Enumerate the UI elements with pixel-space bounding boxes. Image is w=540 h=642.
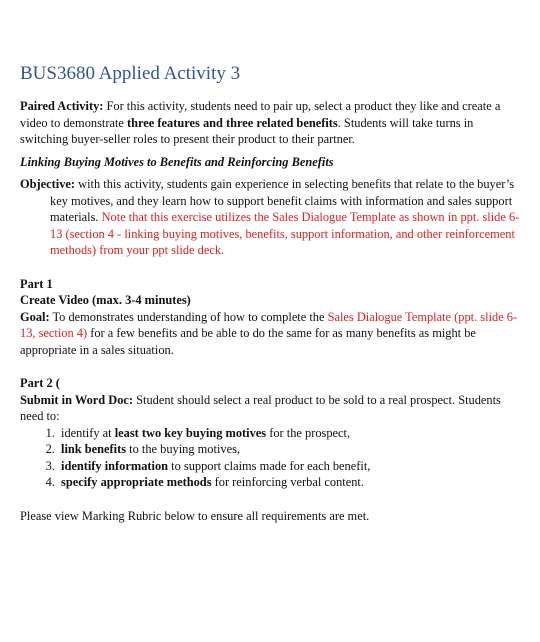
- goal-paragraph: [20, 309, 522, 359]
- goal-text-2: for a few benefits and be able to do the same for as many benefits as might be appropriate in a sales situation.: [20, 326, 476, 357]
- list-item: [58, 458, 522, 475]
- goal-template-reference: Sales Dialogue Template (ppt. slide 6-13, section 4): [20, 309, 518, 340]
- list-item-text: identify at: [61, 425, 115, 440]
- paired-activity-label: Paired Activity:: [20, 99, 104, 113]
- list-item: [58, 441, 522, 458]
- list-item-text: to support claims made for each benefit,: [168, 458, 371, 473]
- objective-label: Objective:: [20, 177, 76, 191]
- document-title: BUS3680 Applied Activity 3: [20, 63, 241, 84]
- paired-activity-bold: three features and three related benefits: [127, 115, 338, 130]
- document-page: [20, 62, 522, 524]
- part1-heading: Part 1: [20, 276, 53, 291]
- list-item-text: for the prospect,: [266, 425, 351, 440]
- part2-paragraph: [20, 392, 522, 425]
- list-item: [58, 425, 522, 442]
- requirements-list: [20, 425, 522, 491]
- list-item-bold: least two key buying motives: [114, 425, 267, 440]
- goal-label: Goal:: [20, 309, 50, 324]
- list-item-bold: identify information: [61, 458, 169, 473]
- part2-heading: Part 2 (: [20, 376, 60, 390]
- paired-activity-paragraph: [20, 98, 522, 148]
- section-subheading: Linking Buying Motives to Benefits and Reinforcing Benefits: [20, 154, 334, 169]
- objective-paragraph: [20, 176, 522, 259]
- objective-text: with this activity, students gain experience in selecting benefits that relate to the buyer’s key motives, and they learn how to support benefit claims with information and sales support materials.: [50, 177, 515, 224]
- list-item: [58, 474, 522, 491]
- list-item-bold: link benefits: [61, 442, 127, 456]
- paired-activity-text-2: . Students will take turns in switching buyer-seller roles to present their product to their partner.: [20, 115, 474, 146]
- paired-activity-text-1: For this activity, students need to pair up, select a product they like and create a video to demonstrate: [20, 99, 501, 130]
- list-item-text: to the buying motives,: [126, 442, 240, 456]
- part1-subheading: Create Video (max. 3-4 minutes): [20, 293, 191, 307]
- goal-text-1: To demonstrates understanding of how to complete the: [49, 309, 328, 324]
- list-item-bold: specify appropriate methods: [61, 475, 212, 489]
- part2-text: Student should select a real product to be sold to a real prospect. Students need to:: [20, 392, 501, 423]
- list-item-text: for reinforcing verbal content.: [211, 475, 364, 489]
- part2-label: Submit in Word Doc:: [20, 392, 134, 407]
- objective-note: Note that this exercise utilizes the Sales Dialogue Template as shown in ppt. slide 6-13 (section 4 - linking buying motives, benefits, support information, and other reinforcement methods) from your ppt slide deck.: [50, 210, 520, 257]
- closing-note: Please view Marking Rubric below to ensure all requirements are met.: [20, 508, 370, 523]
